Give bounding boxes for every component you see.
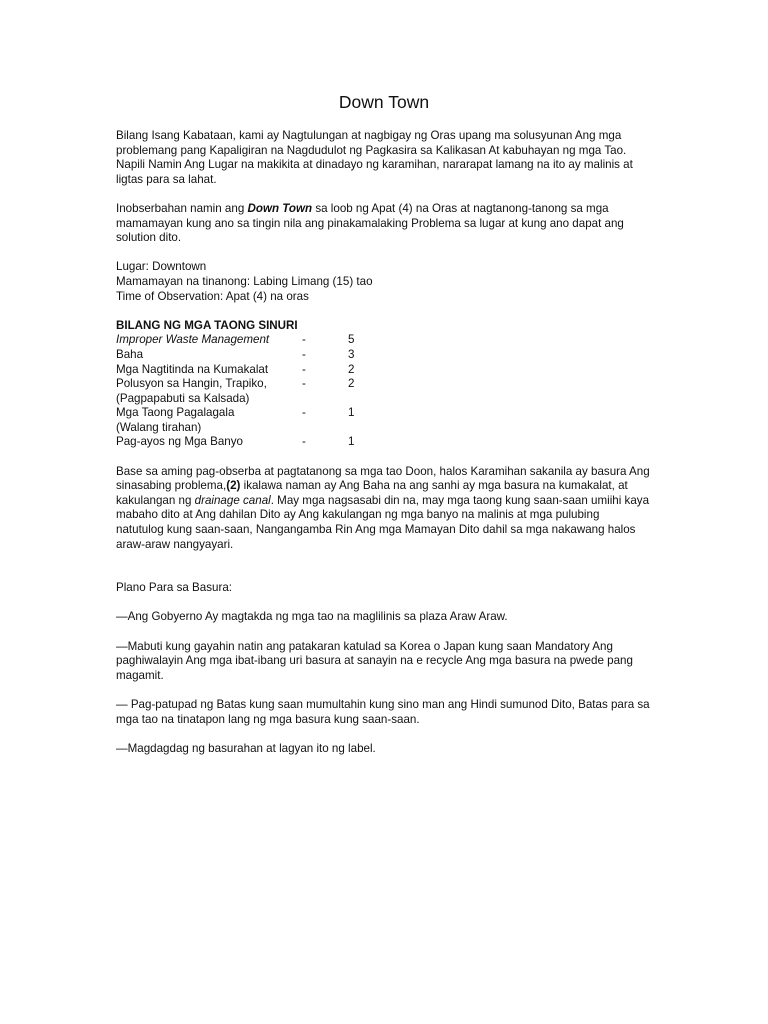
text-line: mabaho dito at Ang dahilan Dito ay Ang kakulangan ng mga banyo na malinis at mga pulubing — [116, 508, 600, 522]
text-line: —Mabuti kung gayahin natin ang patakaran katulad sa Korea o Japan kung saan Mandatory Ang — [116, 639, 613, 653]
plan-item — [116, 640, 656, 684]
text-line: — Pag-patupad ng Batas kung saan mumultahin kung sino man ang Hindi sumunod Dito, Batas para sa — [116, 697, 650, 711]
emphasis-down-town: Down Town — [247, 201, 313, 215]
italic-term: drainage canal — [194, 493, 271, 507]
text-span: Inobserbahan namin ang — [116, 201, 248, 215]
intro-paragraph — [116, 129, 656, 187]
survey-dash: - — [302, 333, 306, 347]
survey-count: 1 — [348, 406, 355, 420]
plan-section — [116, 581, 656, 756]
survey-label: (Pagpapabuti sa Kalsada) — [116, 391, 250, 405]
survey-table — [116, 319, 656, 450]
text-line: magamit. — [116, 668, 164, 682]
detail-location: Lugar: Downtown — [116, 260, 207, 274]
detail-observation-time: Time of Observation: Apat (4) na oras — [116, 289, 309, 303]
text-span: sinasabing problema, — [116, 479, 227, 493]
survey-count: 3 — [348, 347, 355, 361]
text-line: problemang pang Kapaligiran na Nagdudulot ng Pagkasira sa Kalikasan At kabuhayan ng mga Tao. — [116, 143, 627, 157]
survey-count: 1 — [348, 435, 355, 449]
observation-paragraph — [116, 202, 656, 246]
text-line: ligtas para sa lahat. — [116, 172, 217, 186]
survey-dash: - — [302, 435, 306, 449]
text-line: —Ang Gobyerno Ay magtakda ng mga tao na maglilinis sa plaza Araw Araw. — [116, 610, 508, 624]
plan-item — [116, 698, 656, 727]
survey-label: Mga Taong Pagalagala — [116, 406, 235, 420]
plan-item — [116, 610, 656, 625]
text-line: Napili Namin Ang Lugar na makikita at dinadayo ng karamihan, nararapat lamang na ito ay malinis at — [116, 158, 633, 172]
survey-heading: BILANG NG MGA TAONG SINURI — [116, 318, 298, 332]
survey-row — [116, 363, 656, 378]
survey-dash: - — [302, 406, 306, 420]
text-line: natutulog kung saan-saan, Nangangamba Rin Ang mga Mamayan Dito dahil sa mga nakawang halos — [116, 523, 636, 537]
survey-count: 2 — [348, 377, 355, 391]
text-line: Bilang Isang Kabataan, kami ay Nagtulungan at nagbigay ng Oras upang ma solusyunan Ang mga — [116, 129, 622, 142]
survey-dash: - — [302, 362, 306, 376]
survey-row — [116, 348, 656, 363]
text-span: . May mga nagsasabi din na, may mga taong kung saan-saan umiihi kaya — [270, 493, 650, 507]
survey-row — [116, 406, 656, 421]
text-line: solution dito. — [116, 231, 182, 245]
survey-label: Pag-ayos ng Mga Banyo — [116, 435, 243, 449]
text-line — [116, 202, 656, 217]
survey-row — [116, 333, 656, 348]
survey-dash: - — [302, 377, 306, 391]
document-title: Down Town — [338, 92, 430, 112]
survey-row — [116, 392, 656, 407]
survey-label: Polusyon sa Hangin, Trapiko, — [116, 377, 267, 391]
survey-label: Improper Waste Management — [116, 333, 270, 347]
survey-count: 2 — [348, 362, 355, 376]
text-span: kakulangan ng — [116, 493, 195, 507]
text-line — [116, 494, 656, 509]
survey-row — [116, 377, 656, 392]
text-line: araw-araw nangyayari. — [116, 537, 234, 551]
text-span: ikalawa naman ay Ang Baha na ang sanhi ay mga basura na kumakalat, at — [240, 479, 628, 493]
text-span: sa loob ng Apat (4) na Oras at nagtanong-tanong sa mga — [312, 201, 609, 215]
text-line: mga tao na tinatapon lang ng mga basura kung saan-saan. — [116, 712, 420, 726]
text-line — [116, 479, 656, 494]
text-line: —Magdagdag ng basurahan at lagyan ito ng label. — [116, 741, 376, 755]
plan-item — [116, 742, 656, 757]
survey-label: Baha — [116, 347, 144, 361]
survey-count: 5 — [348, 333, 355, 347]
survey-label: (Walang tirahan) — [116, 420, 202, 434]
text-line: mamamayan kung ano sa tingin nila ang pinakamalaking Problema sa lugar at kung ano dapat ang — [116, 216, 624, 230]
plan-heading: Plano Para sa Basura: — [116, 581, 233, 595]
survey-label: Mga Nagtitinda na Kumakalat — [116, 362, 269, 376]
text-line: paghiwalayin Ang mga ibat-ibang uri basura at sanayin na e recycle Ang mga basura na pwede pang — [116, 654, 633, 668]
text-line: Base sa aming pag-obserba at pagtatanong sa mga tao Doon, halos Karamihan sakanila ay basura Ang — [116, 464, 650, 478]
survey-row — [116, 421, 656, 436]
details-block — [116, 260, 656, 304]
analysis-paragraph — [116, 465, 656, 553]
bold-number: (2) — [226, 479, 241, 493]
detail-respondents: Mamamayan na tinanong: Labing Limang (15) tao — [116, 274, 373, 288]
document-body — [116, 129, 656, 756]
survey-dash: - — [302, 347, 306, 361]
survey-row — [116, 435, 656, 450]
